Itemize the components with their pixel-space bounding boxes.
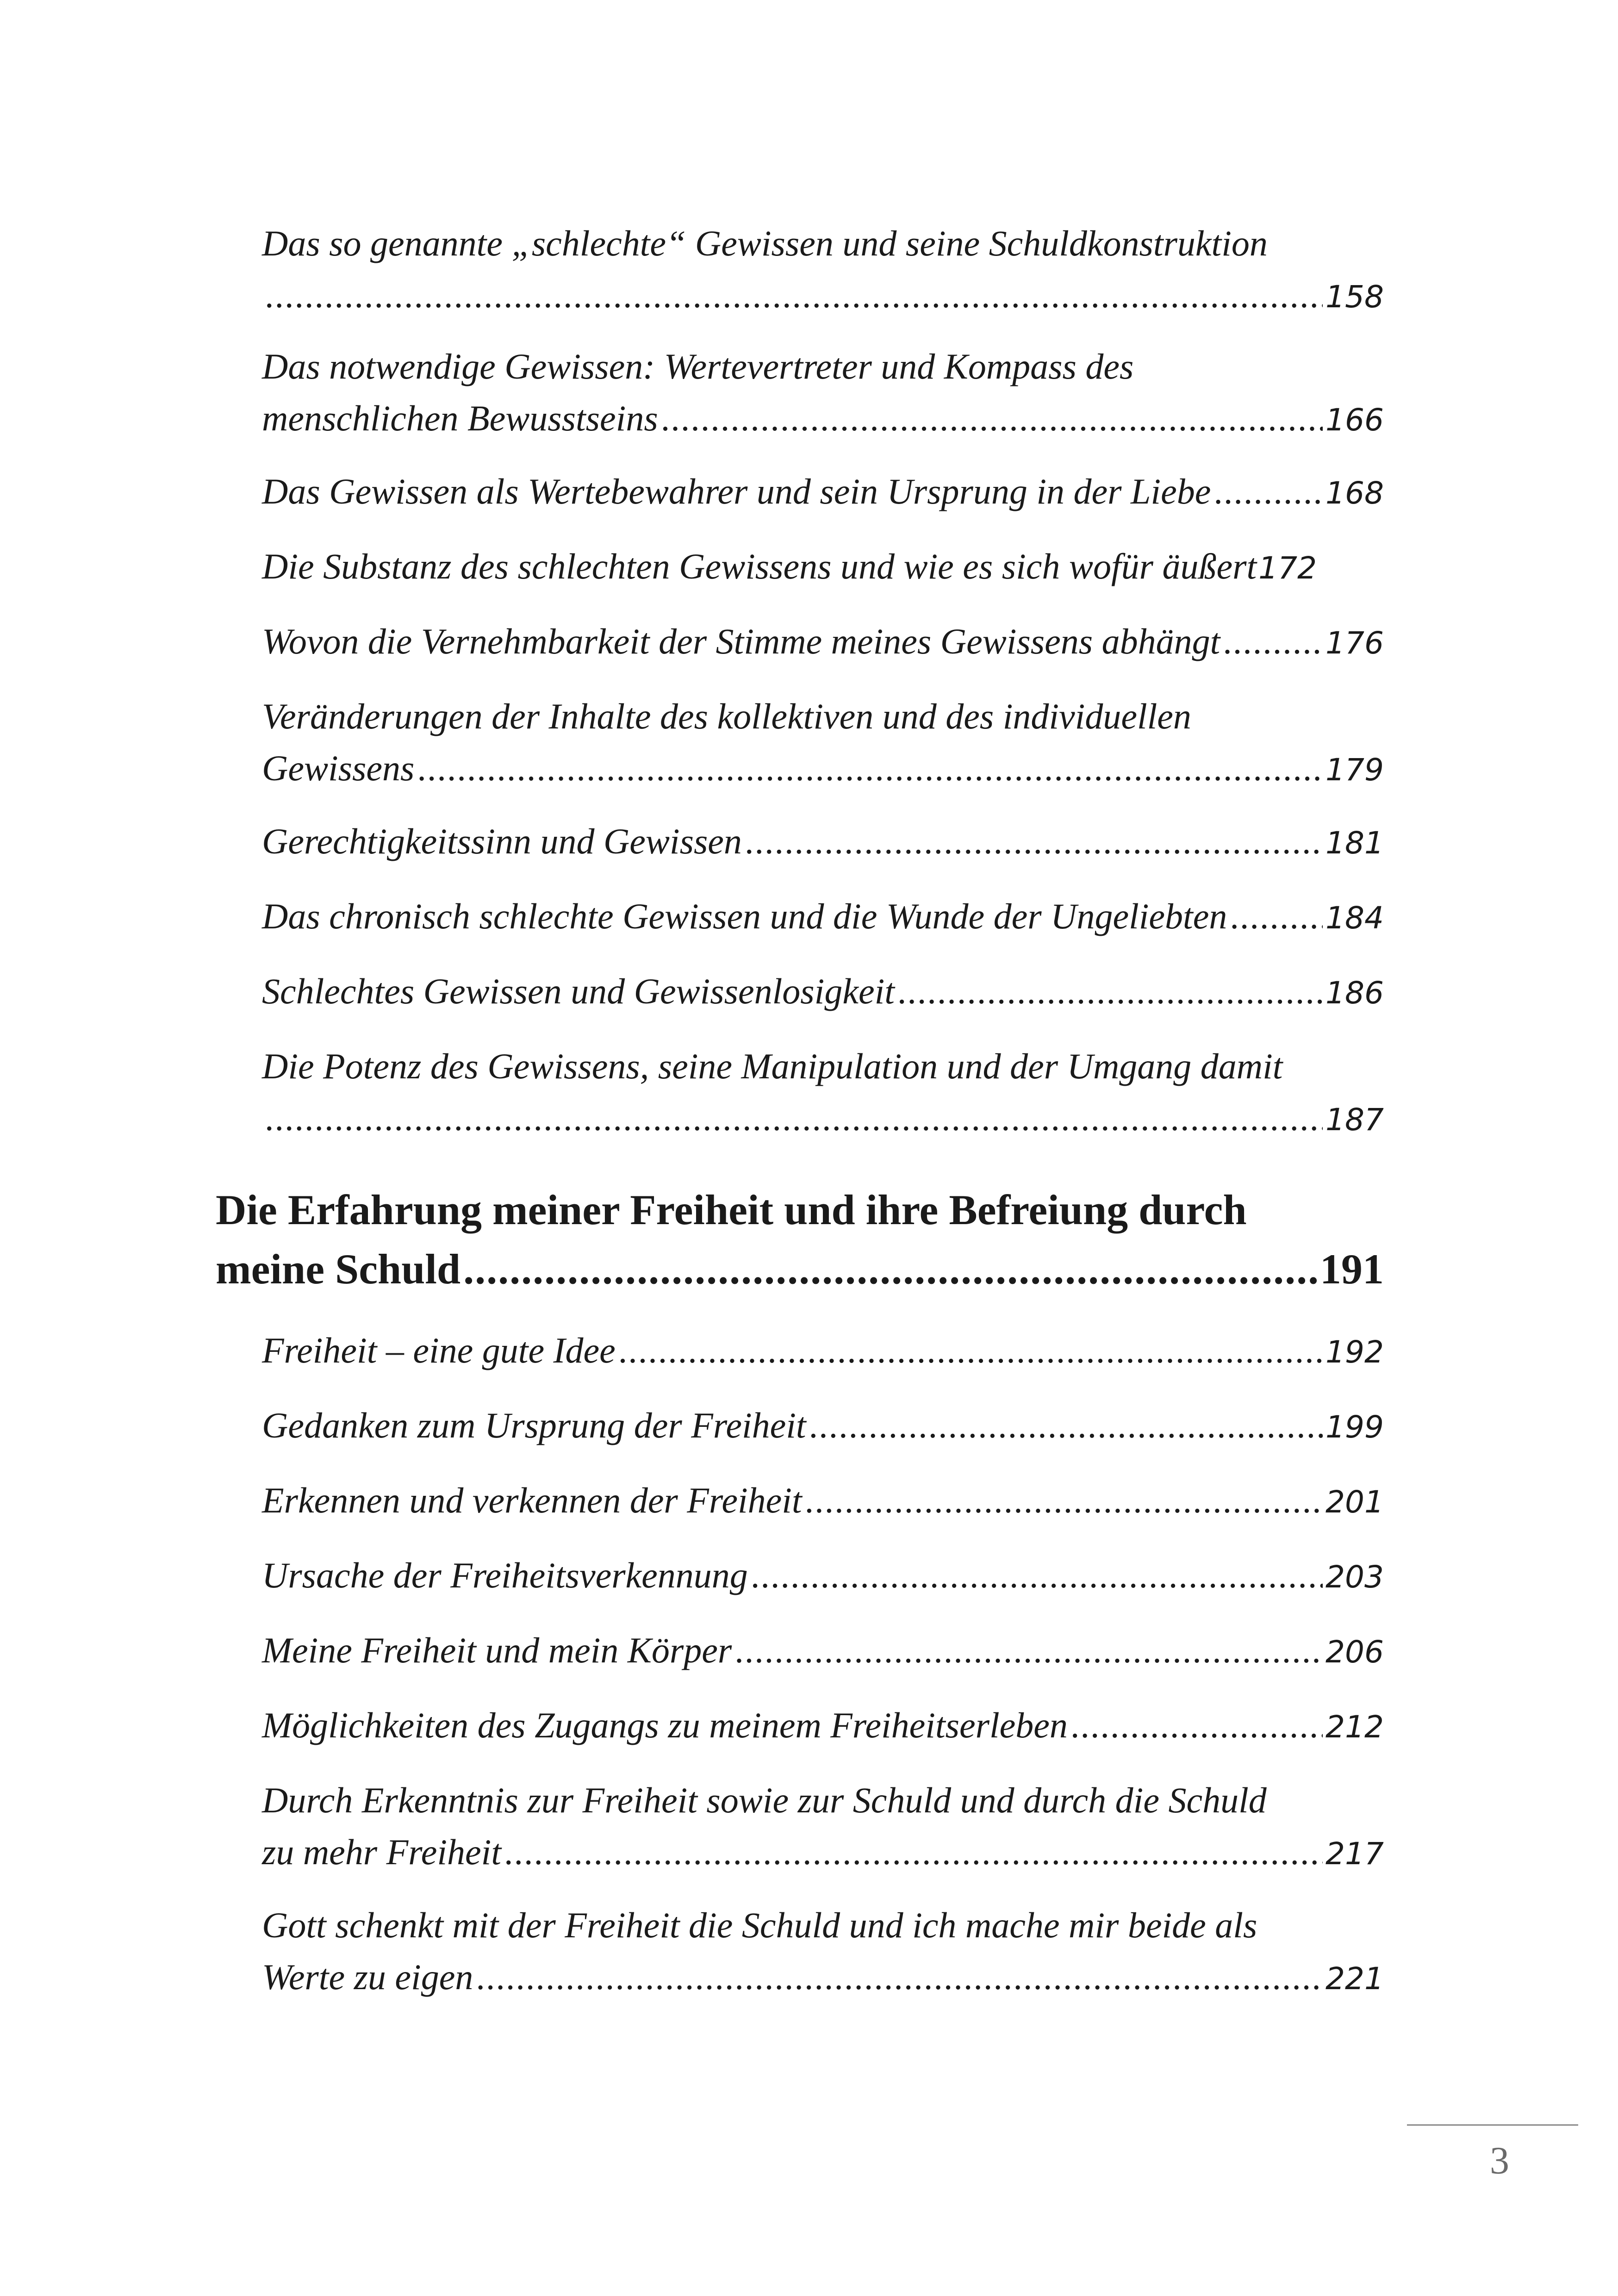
toc-entry-title: Die Substanz des schlechten Gewissens und wie es sich wofür äußert bbox=[262, 546, 1257, 586]
toc-page-number: 191 bbox=[1320, 1245, 1384, 1293]
toc-page-number: 203 bbox=[1326, 1559, 1384, 1595]
toc-page-number: 199 bbox=[1326, 1409, 1384, 1445]
footer-rule bbox=[1407, 2124, 1578, 2126]
toc-page-number: 172 bbox=[1258, 550, 1317, 586]
toc-entry-title: Die Potenz des Gewissens, seine Manipulation und der Umgang damit bbox=[262, 1046, 1283, 1086]
toc-entry-line bbox=[262, 1475, 1384, 1528]
toc-chapter-title: Die Erfahrung meiner Freiheit und ihre Befreiung durch bbox=[216, 1186, 1247, 1233]
toc-page-number: 176 bbox=[1326, 625, 1384, 661]
toc-entry[interactable] bbox=[262, 1549, 1384, 1603]
toc-entry[interactable] bbox=[262, 965, 1384, 1019]
toc-entry-title: Veränderungen der Inhalte des kollektiven und des individuellen bbox=[262, 696, 1191, 736]
page-number: 3 bbox=[1490, 2139, 1509, 2182]
toc-entry-title: Schlechtes Gewissen und Gewissenlosigkeit bbox=[262, 971, 895, 1011]
toc-entry-title: Gerechtigkeitssinn und Gewissen bbox=[262, 821, 742, 861]
toc-entry[interactable] bbox=[262, 1040, 1384, 1146]
toc-entry-title: Durch Erkenntnis zur Freiheit sowie zur Schuld und durch die Schuld bbox=[262, 1780, 1267, 1820]
toc-entry-line bbox=[262, 1899, 1384, 1951]
toc-entry[interactable] bbox=[262, 1325, 1384, 1378]
leader-dots bbox=[618, 1325, 1323, 1376]
toc-entry-title: Das notwendige Gewissen: Wertevertreter und Kompass des bbox=[262, 346, 1134, 386]
toc-entry-line bbox=[262, 1549, 1384, 1603]
toc-entry-line bbox=[262, 616, 1384, 669]
toc-entry-title: Das so genannte „schlechte“ Gewissen und seine Schuldkonstruktion bbox=[262, 223, 1268, 263]
toc-entry-title: Ursache der Freiheitsverkennung bbox=[262, 1555, 748, 1595]
toc-entry-line bbox=[262, 890, 1384, 944]
toc-page-number: 201 bbox=[1326, 1484, 1384, 1520]
toc-entry[interactable] bbox=[262, 341, 1384, 446]
toc-page-number: 221 bbox=[1326, 1961, 1384, 1997]
toc-entry[interactable] bbox=[262, 1699, 1384, 1753]
toc-page-number: 179 bbox=[1326, 752, 1384, 788]
toc-entry-line bbox=[262, 466, 1384, 519]
leader-dots bbox=[265, 1092, 1323, 1144]
leader-dots bbox=[463, 1239, 1317, 1299]
toc-page-number: 192 bbox=[1326, 1334, 1384, 1370]
toc-entry[interactable] bbox=[262, 1774, 1384, 1880]
toc-chapter-line bbox=[216, 1180, 1384, 1239]
toc-page-number: 212 bbox=[1326, 1709, 1384, 1745]
toc-entry-title: Freiheit – eine gute Idee bbox=[262, 1330, 616, 1370]
toc-entry-line bbox=[262, 1699, 1384, 1753]
toc-entry-line bbox=[262, 1624, 1384, 1678]
toc-entry-line: Werte zu eigen ..... 221 bbox=[262, 1951, 1384, 2005]
toc-entry[interactable] bbox=[262, 541, 1384, 594]
leader-dots bbox=[265, 269, 1323, 321]
toc-entry-line bbox=[262, 1040, 1384, 1092]
leader-dots bbox=[504, 1826, 1323, 1878]
toc-entry[interactable] bbox=[262, 691, 1384, 796]
leader-dots bbox=[1223, 616, 1323, 667]
toc-entry-line bbox=[262, 815, 1384, 869]
toc-entry-line: zu mehr Freiheit ..... 217 bbox=[262, 1826, 1384, 1880]
toc-page-number: 158 bbox=[1326, 279, 1384, 315]
leader-dots bbox=[805, 1475, 1323, 1526]
toc-page-number: 187 bbox=[1326, 1102, 1384, 1138]
toc-page-number: 184 bbox=[1326, 900, 1384, 936]
toc-entry-line: menschlichen Bewusstseins ..... 166 bbox=[262, 392, 1384, 446]
toc-entry[interactable] bbox=[262, 466, 1384, 519]
toc-page-number: 217 bbox=[1326, 1836, 1384, 1872]
toc-page-number: 168 bbox=[1326, 475, 1384, 511]
toc-entry-line bbox=[262, 541, 1384, 594]
toc-page-number: 181 bbox=[1326, 825, 1384, 861]
leader-dots bbox=[1230, 890, 1323, 942]
leader-dots bbox=[661, 392, 1323, 444]
toc-entry[interactable] bbox=[262, 815, 1384, 869]
toc-entry-title: Erkennen und verkennen der Freiheit bbox=[262, 1480, 802, 1520]
toc-entry-title: Gott schenkt mit der Freiheit die Schuld und ich mache mir beide als bbox=[262, 1905, 1257, 1945]
toc-entry-line bbox=[262, 269, 1384, 323]
leader-dots bbox=[1070, 1699, 1323, 1751]
toc-entry-line: Gewissens ..... 179 bbox=[262, 742, 1384, 796]
toc-entry[interactable] bbox=[262, 1400, 1384, 1453]
toc-entry-line bbox=[262, 965, 1384, 1019]
toc-entry-title: Das Gewissen als Wertebewahrer und sein Ursprung in der Liebe bbox=[262, 471, 1211, 511]
toc-entry-title: Möglichkeiten des Zugangs zu meinem Freiheitserleben bbox=[262, 1705, 1068, 1745]
toc-chapter[interactable] bbox=[216, 1180, 1384, 1299]
toc-entry-title: Wovon die Vernehmbarkeit der Stimme meines Gewissens abhängt bbox=[262, 621, 1220, 661]
toc-entry-title: Meine Freiheit und mein Körper bbox=[262, 1630, 732, 1670]
toc-entry-title: Das chronisch schlechte Gewissen und die Wunde der Ungeliebten bbox=[262, 896, 1227, 936]
leader-dots bbox=[476, 1951, 1323, 2003]
toc-entry[interactable] bbox=[262, 218, 1384, 323]
toc-entry[interactable] bbox=[262, 616, 1384, 669]
toc-entry[interactable] bbox=[262, 1899, 1384, 2005]
toc-entry[interactable] bbox=[262, 890, 1384, 944]
toc-entry-line bbox=[262, 1092, 1384, 1146]
toc-page-number: 186 bbox=[1326, 975, 1384, 1011]
toc-entry-line bbox=[262, 1400, 1384, 1453]
toc-page-number: 206 bbox=[1326, 1634, 1384, 1670]
toc-entry-line bbox=[262, 691, 1384, 742]
leader-dots bbox=[734, 1624, 1323, 1676]
toc-page-number: 166 bbox=[1326, 402, 1384, 438]
leader-dots bbox=[809, 1400, 1323, 1451]
toc-entry-title: Gedanken zum Ursprung der Freiheit bbox=[262, 1405, 806, 1445]
toc-entry-line bbox=[262, 1325, 1384, 1378]
toc-entry[interactable] bbox=[262, 1624, 1384, 1678]
leader-dots bbox=[745, 815, 1323, 867]
leader-dots bbox=[751, 1549, 1323, 1601]
leader-dots bbox=[1214, 466, 1323, 517]
leader-dots bbox=[897, 965, 1323, 1017]
toc-entry-line bbox=[262, 1774, 1384, 1826]
toc-entry[interactable] bbox=[262, 1475, 1384, 1528]
toc-chapter-line: meine Schuld ..... 191 bbox=[216, 1239, 1384, 1299]
leader-dots bbox=[417, 742, 1323, 794]
toc-entry-line bbox=[262, 341, 1384, 392]
toc-entry-line bbox=[262, 218, 1384, 269]
